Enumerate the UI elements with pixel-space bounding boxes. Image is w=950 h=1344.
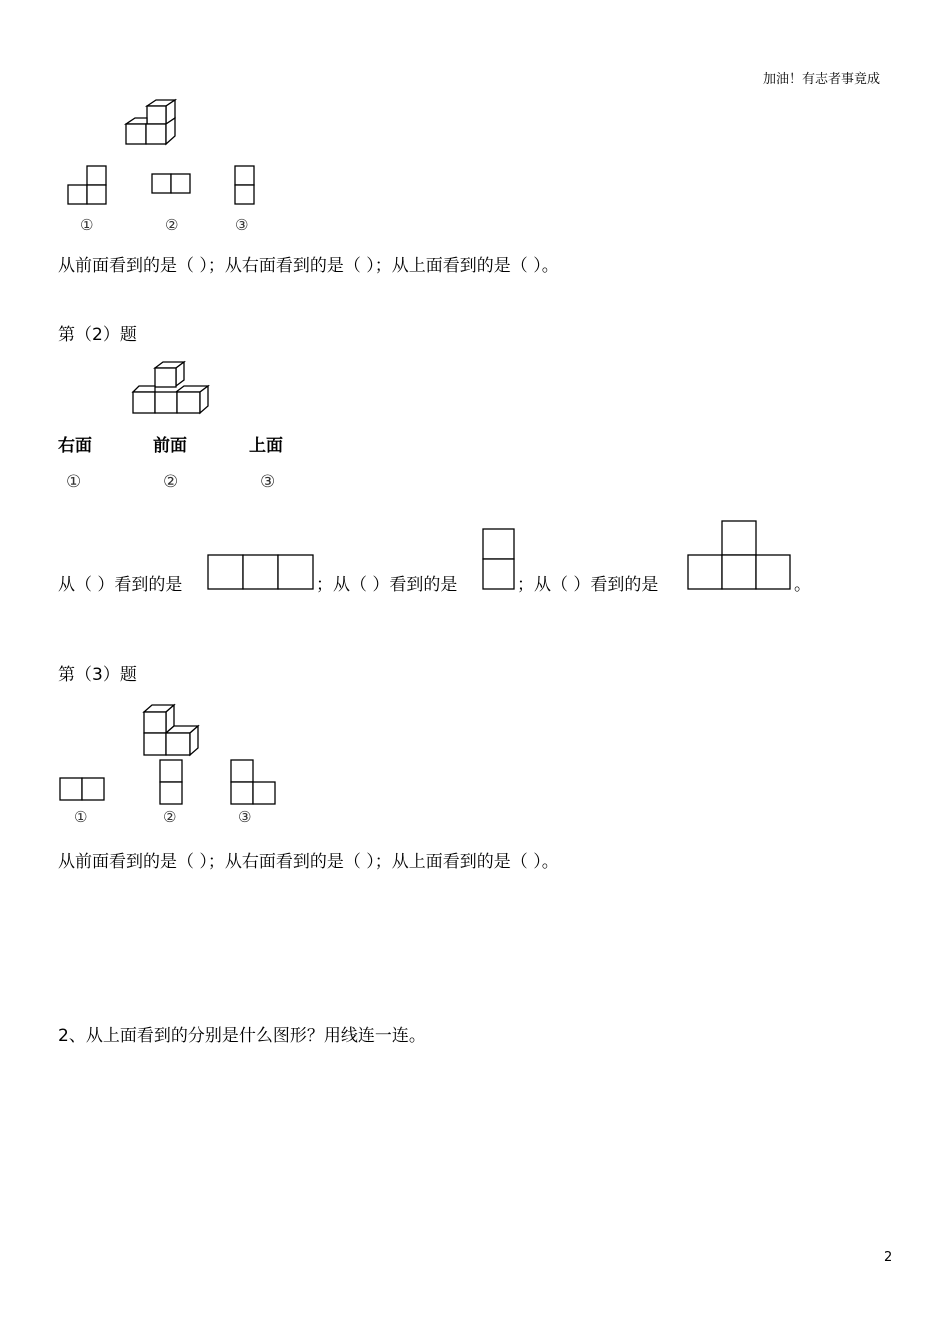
q2-title: 第（2）题 — [58, 325, 137, 345]
q3-title: 第（3）题 — [58, 665, 137, 685]
q3-question: 从前面看到的是（ ）；从右面看到的是（ ）；从上面看到的是（ ）。 — [58, 852, 559, 872]
q2-option-1: ① — [66, 472, 82, 492]
q1-view-2 — [150, 172, 192, 196]
q3-view-3 — [229, 758, 277, 806]
q2-part1: 从（ ）看到的是 — [58, 575, 183, 595]
q3-cube-figure — [140, 702, 204, 760]
q2-option-2: ② — [163, 472, 179, 492]
q2-inline-view-row — [206, 553, 316, 591]
q2-inline-view-t — [686, 519, 794, 591]
q3-option-1: ① — [74, 808, 88, 826]
q2-part2: ；从（ ）看到的是 — [316, 575, 458, 595]
q3-view-2 — [158, 758, 184, 806]
q1-option-2: ② — [165, 216, 179, 234]
q2-label-right: 右面 — [58, 436, 92, 456]
q1-view-3 — [233, 164, 257, 206]
q3-view-1 — [58, 776, 106, 802]
q2-cube-figure — [128, 360, 218, 416]
q1-question: 从前面看到的是（ ）；从右面看到的是（ ）；从上面看到的是（ ）。 — [58, 256, 559, 276]
q1-option-1: ① — [80, 216, 94, 234]
q2-label-top: 上面 — [249, 436, 283, 456]
q3-option-2: ② — [163, 808, 177, 826]
q2-part3: ；从（ ）看到的是 — [517, 575, 659, 595]
section2-question: 2、从上面看到的分别是什么图形？用线连一连。 — [58, 1026, 426, 1046]
q2-option-3: ③ — [260, 472, 276, 492]
page-number: 2 — [884, 1250, 893, 1265]
q1-option-3: ③ — [235, 216, 249, 234]
q1-cube-figure — [120, 98, 180, 148]
q2-inline-view-column — [481, 527, 517, 591]
q1-view-1 — [66, 164, 108, 206]
q2-end: 。 — [794, 575, 811, 595]
header-motto: 加油！有志者事竟成 — [763, 72, 881, 87]
q3-option-3: ③ — [238, 808, 252, 826]
q2-label-front: 前面 — [153, 436, 187, 456]
